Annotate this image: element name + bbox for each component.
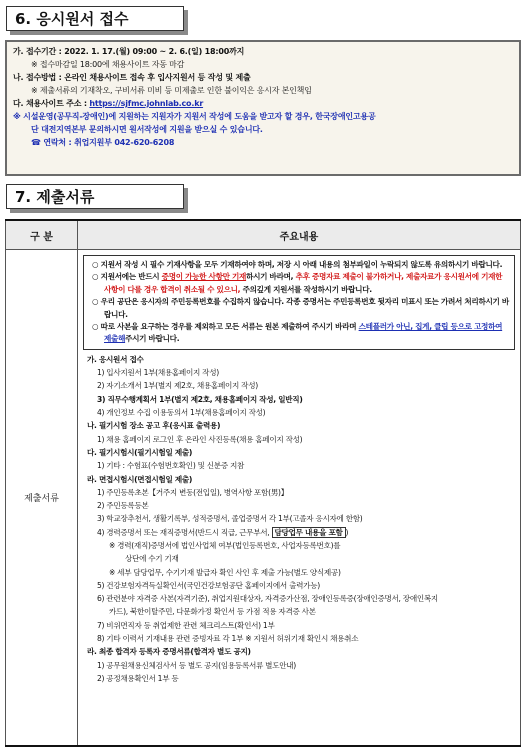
notice-2: ○ 지원서에는 반드시 증명이 가능한 사항만 기재하시기 바라며, 추후 증명자료 제출이 불가하거나, 제출자료가 응시원서에 기재한 사항이 다를 경우 합격이 취소될 수 있으니, 주의깊게 지원서를 작성하시기 바랍니다. bbox=[92, 272, 503, 294]
site-link[interactable]: https://sjfmc.johnlab.co.kr bbox=[89, 99, 204, 108]
list-item: 7) 비위면직자 등 취업제한 관련 체크리스트(확인서) 1부 bbox=[97, 620, 275, 630]
header-content: 주요내용 bbox=[78, 220, 521, 250]
responsibility-note: ※ 제출서류의 기재착오, 구비서류 미비 등 미제출로 인한 불이익은 응시자 본인책임 bbox=[31, 86, 312, 95]
list-item: 1) 기타 : 수험표(수험번호확인) 및 신분증 지참 bbox=[97, 461, 245, 471]
list-item: 3) 직무수행계획서 1부(별지 제2호, 채용홈페이지 작성, 일반직) bbox=[97, 394, 303, 404]
section-ga: 가. 응시원서 접수 bbox=[87, 354, 144, 364]
list-note: ※ 세부 담당업무, 수기기재 발급자 확인 사인 후 제출 가능(별도 양식제공) bbox=[109, 567, 341, 577]
list-item: 1) 입사지원서 1부(채용홈페이지 작성) bbox=[97, 368, 219, 378]
application-info-box bbox=[5, 40, 521, 176]
notice-4: ○ 따로 사본을 요구하는 경우를 제외하고 모든 서류는 원본 제출하여 주시기 바라며 스테플러가 아닌, 집게, 클립 등으로 고정하여 제출해주시기 바랍니다. bbox=[92, 322, 503, 344]
section-6-heading: 6. 응시원서 접수 bbox=[6, 6, 184, 31]
contact-line: ☎ 연락처 : 취업지원부 042-620-6208 bbox=[31, 138, 175, 147]
list-item: 2) 공정채용확인서 1부 등 bbox=[97, 673, 179, 683]
list-item: 4) 경력증명서 또는 재직증명서(반드시 직급, 근무부서, 담당업무 내용을 포함 ) bbox=[97, 527, 349, 537]
list-item: 4) 개인정보 수집 이용동의서 1부(채용홈페이지 작성) bbox=[97, 408, 266, 418]
deadline-note: ※ 접수마감일 18:00에 채용사이트 자동 마감 bbox=[31, 60, 185, 69]
documents-table bbox=[5, 219, 521, 747]
list-item: 5) 건강보험자격득실확인서(국민건강보험공단 홈페이지에서 출력가능) bbox=[97, 580, 320, 590]
period-line: 가. 접수기간 : 2022. 1. 17.(월) 09:00 ~ 2. 6.(일) 18:00까지 bbox=[13, 47, 245, 56]
list-item: 3) 학교장추천서, 생활기록부, 성적증명서, 졸업증명서 각 1부(고졸자 응시자에 한함) bbox=[97, 514, 363, 524]
list-item: 1) 주민등록초본【거주지 변동(전입일), 병역사항 포함(男)】 bbox=[97, 487, 289, 497]
notice-3: ○ 우리 공단은 응시자의 주민등록번호를 수집하지 않습니다. 각종 증명서는 주민등록번호 뒷자리 미표시 또는 가려서 처리하시기 바랍니다. bbox=[92, 297, 509, 319]
list-item: 1) 공무원채용신체검사서 등 별도 공지(임용등록서류 별도안내) bbox=[97, 660, 296, 670]
section-ma: 라. 최종 합격자 등록자 증명서류(합격자 별도 공지) bbox=[87, 647, 251, 657]
list-item: 2) 자기소개서 1부(별지 제2호, 채용홈페이지 작성) bbox=[97, 381, 258, 391]
notice-box bbox=[83, 255, 515, 350]
list-item: 6) 관련분야 자격증 사본(자격기준), 취업지원대상자, 자격증가산점, 장애인등록증(장애인증명서, 장애인복지 bbox=[97, 594, 438, 604]
list-note: ※ 경력(재직)증명서에 법인사업체 여부(법인등록번호, 사업자등록번호)를 bbox=[109, 541, 341, 550]
table-row bbox=[6, 250, 521, 747]
support-note-2: 단 대전지역본부 문의하시면 원서작성에 지원을 받으실 수 있습니다. bbox=[31, 125, 263, 134]
list-item-cont: 카드), 북한이탈주민, 다문화가정 확인서 등 가점 적용 자격증 사본 bbox=[109, 607, 316, 617]
list-note: 상단에 수기 기재 bbox=[125, 554, 179, 564]
table-header-row bbox=[6, 220, 521, 250]
site-line bbox=[13, 97, 513, 110]
site-label: 다. 채용사이트 주소 : bbox=[13, 99, 90, 108]
list-item: 2) 주민등록등본 bbox=[97, 501, 149, 511]
header-category: 구 분 bbox=[6, 220, 78, 250]
list-item: 8) 기타 이력서 기재내용 관련 증빙자료 각 1부 ※ 지원서 허위기재 확인시 채용취소 bbox=[97, 634, 359, 644]
content-cell bbox=[78, 250, 521, 747]
category-cell: 제출서류 bbox=[6, 250, 78, 747]
support-note-1: ※ 시설운영(공무직-장애인)에 지원하는 지원자가 지원서 작성에 도움을 받고자 할 경우, 한국장애인고용공 bbox=[13, 112, 376, 121]
section-da: 다. 필기시험시(필기시험일 제출) bbox=[87, 447, 193, 457]
section-na: 나. 필기시험 장소 공고 후(응시표 출력용) bbox=[87, 421, 221, 431]
notice-1: ○ 지원서 작성 시 필수 기재사항을 모두 기재하여야 하며, 저장 시 아래 내용의 첨부파일이 누락되지 않도록 유의하시기 바랍니다. bbox=[92, 260, 503, 269]
section-7-heading: 7. 제출서류 bbox=[6, 184, 184, 209]
documents-list bbox=[79, 353, 519, 685]
list-item: 1) 채용 홈페이지 로그인 후 온라인 사진등록(채용 홈페이지 작성) bbox=[97, 434, 303, 444]
section-ra: 라. 면접시험시(면접시험일 제출) bbox=[87, 474, 193, 484]
method-line: 나. 접수방법 : 온라인 채용사이트 접속 후 입사지원서 등 작성 및 제출 bbox=[13, 73, 251, 82]
